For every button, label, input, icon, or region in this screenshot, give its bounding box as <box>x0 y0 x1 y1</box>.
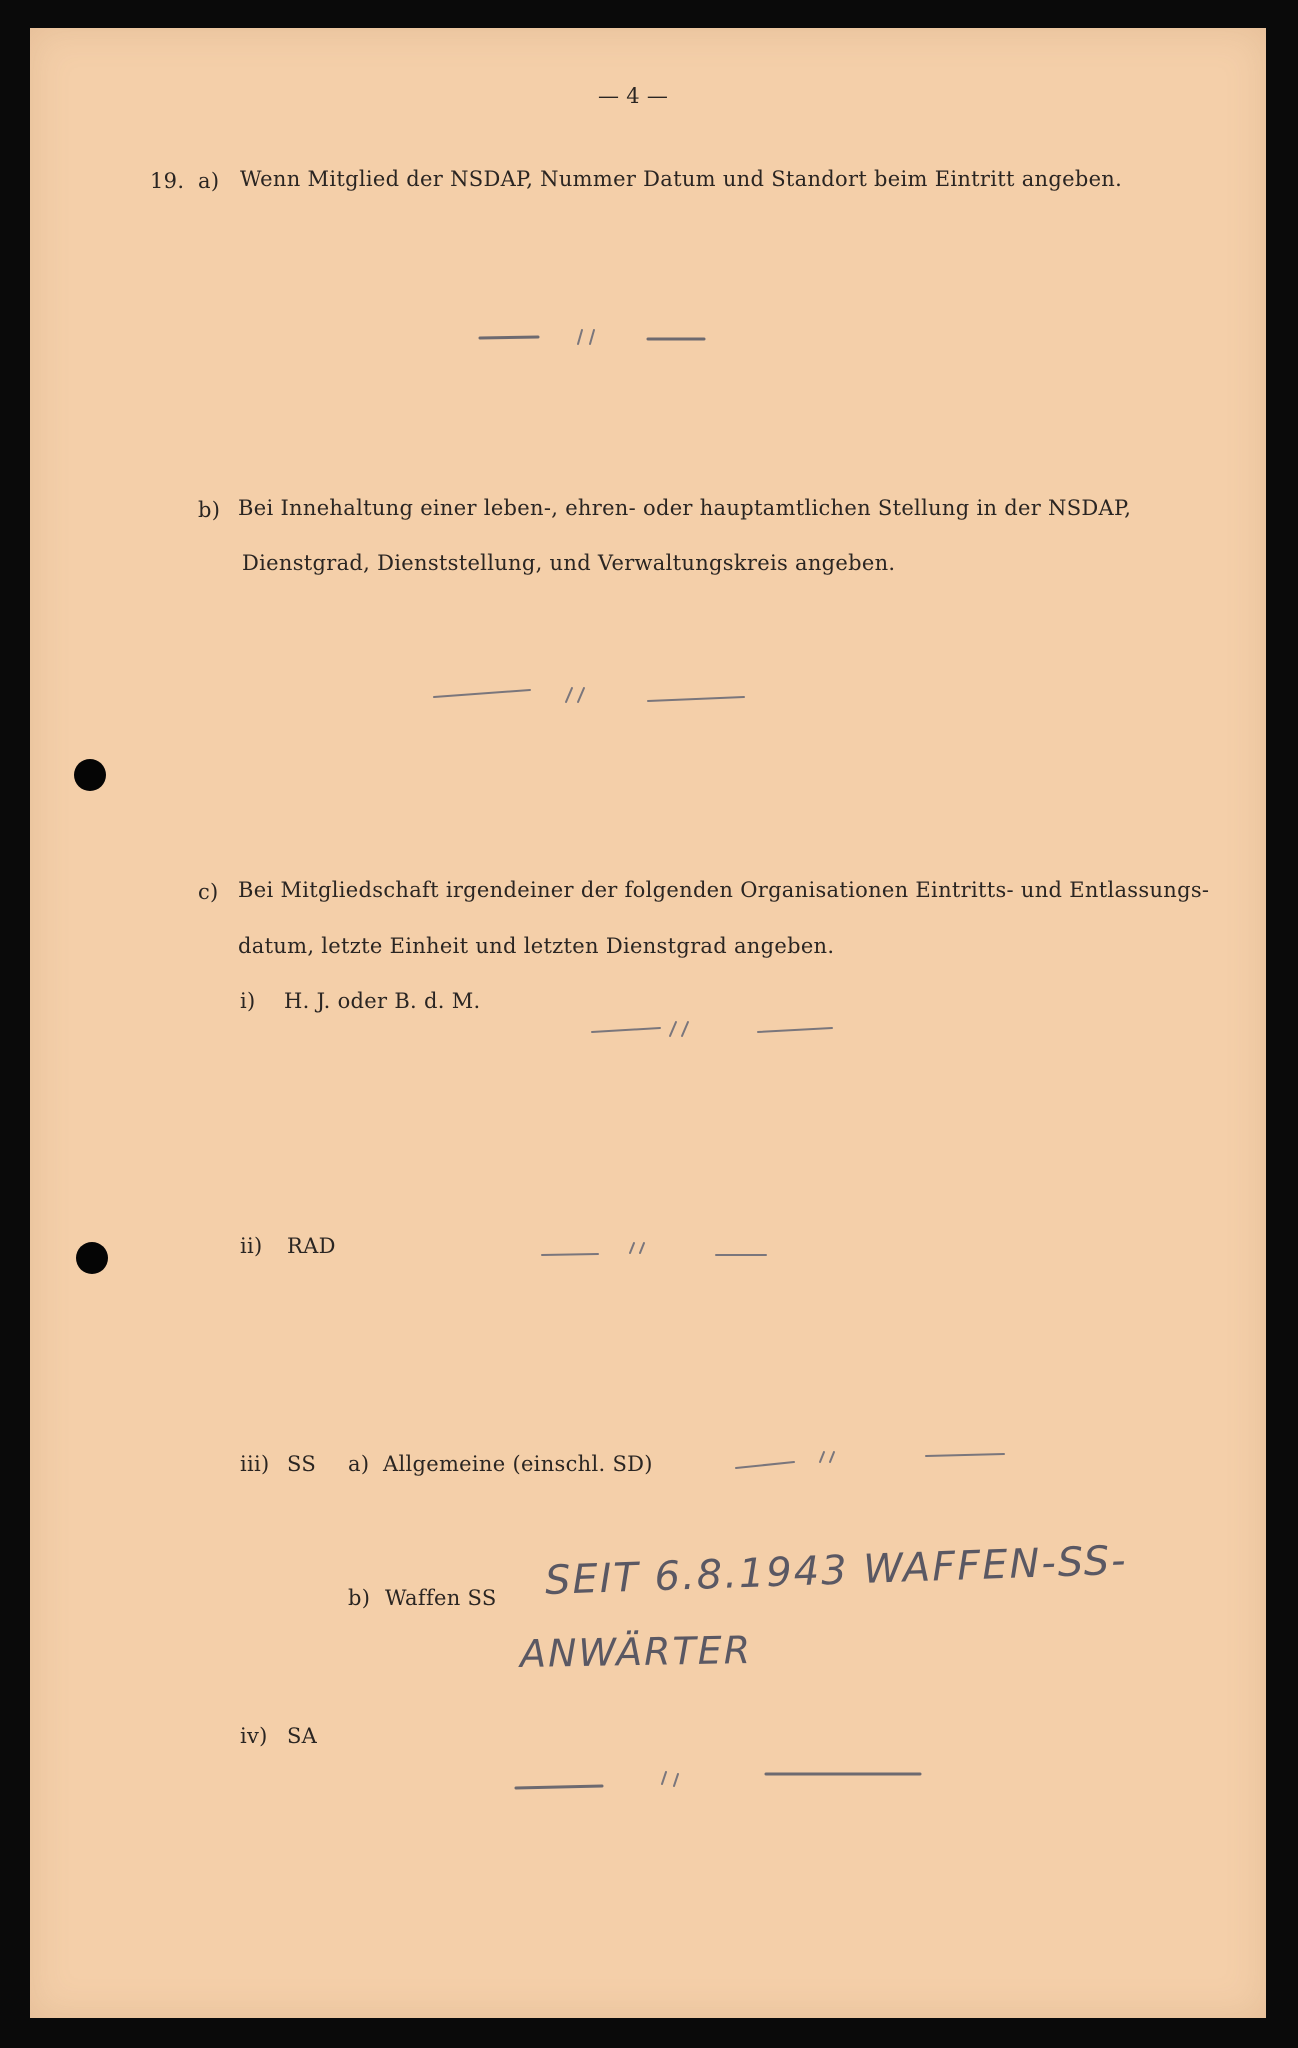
item-iii-sub-b-marker: b) <box>348 1586 371 1610</box>
question-19c-line1: Bei Mitgliedschaft irgendeiner der folgenden Organisationen Eintritts- und Entlassungs- <box>238 878 1210 902</box>
item-i-marker: i) <box>240 989 256 1013</box>
answer-item-iv-ditto <box>516 1772 920 1788</box>
question-19c-marker: c) <box>198 880 219 904</box>
answer-19b-ditto <box>434 688 744 702</box>
item-iii-label: SS <box>287 1452 317 1476</box>
item-iii-marker: iii) <box>240 1452 270 1476</box>
item-iii-sub-a-label: Allgemeine (einschl. SD) <box>383 1452 653 1476</box>
item-iii-sub-b-label: Waffen SS <box>385 1586 497 1610</box>
item-iii-sub-a-marker: a) <box>348 1452 370 1476</box>
handwritten-answer-line1: SEIT 6.8.1943 WAFFEN-SS- <box>544 1537 1129 1604</box>
page-number: — 4 — <box>598 84 669 108</box>
item-iv-label: SA <box>287 1724 318 1748</box>
item-ii-label: RAD <box>287 1234 336 1258</box>
answer-item-iii-a-ditto <box>736 1452 1004 1468</box>
handwritten-answer-line2: ANWÄRTER <box>519 1627 753 1676</box>
item-ii-marker: ii) <box>240 1234 263 1258</box>
question-19b-line2: Dienstgrad, Dienststellung, und Verwaltungskreis angeben. <box>242 551 896 575</box>
question-19c-line2: datum, letzte Einheit und letzten Dienstgrad angeben. <box>238 934 835 958</box>
question-19a-marker: a) <box>198 169 220 193</box>
item-i-label: H. J. oder B. d. M. <box>284 989 481 1013</box>
question-19a-text: Wenn Mitglied der NSDAP, Nummer Datum und Standort beim Eintritt angeben. <box>240 167 1123 191</box>
question-number: 19. <box>150 169 185 193</box>
answer-19a-ditto <box>480 330 704 344</box>
answer-item-ii-ditto <box>542 1243 766 1255</box>
question-19b-line1: Bei Innehaltung einer leben-, ehren- oder hauptamtlichen Stellung in der NSDAP, <box>238 496 1132 520</box>
answer-item-i-ditto <box>592 1022 832 1036</box>
question-19b-marker: b) <box>198 498 221 522</box>
item-iv-marker: iv) <box>240 1724 268 1748</box>
